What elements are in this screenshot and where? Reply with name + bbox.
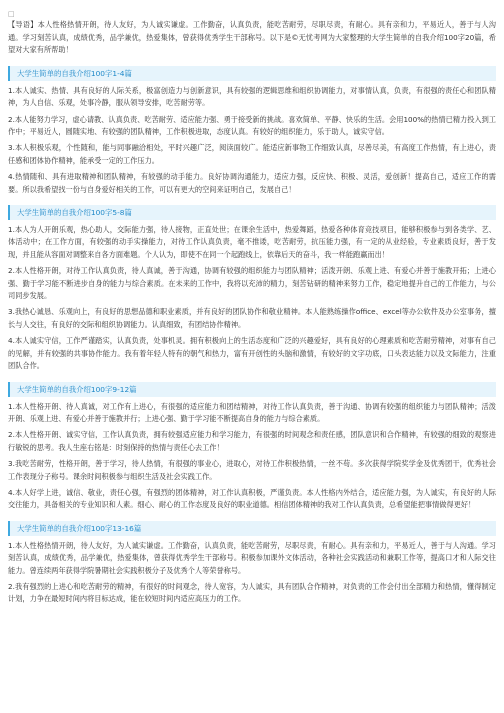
- section-1: [8, 66, 496, 196]
- document-icon: □: [8, 10, 15, 18]
- paragraph: 3.我热心诚恳、乐观向上，有良好的思想品德和职业素质，并有良好的团队协作和敬业精神。本人能熟练操作office、excel等办公软件及办公室事务，擅长与人交往，有良好的交际和组织协调能力。认真细致，有团结协作精神。: [8, 307, 496, 329]
- paragraph: 4.本人诚实守信，工作严谨踏实，认真负责，处事机灵。拥有积极向上的生活态度和广泛的兴趣爱好，具有良好的心理素质和吃苦耐劳精神，对事有自己的见解，并有较强的共事协作能力。我有着年轻人特有的朝气和热力，富有开创性的头脑和激情，有较好的文字功底，口头表达能力以及文际能力，注重团队合作。: [8, 336, 496, 371]
- paragraph: 1.本人性格热情开朗，待人友好，为人诚实谦虚。工作勤奋，认真负责，能吃苦耐劳，尽职尽责，有耐心。具有亲和力，平易近人，善于与人沟通。学习刻苦认真，成绩优秀，品学兼优，热爱集体，曾获得优秀学生干部称号。积极参加课外文体活动，各种社会实践活动和兼职工作等，提高口才和人际交往能力。曾连续两年获得学院暑期社会实践积极分子及优秀个人等荣誉称号。: [8, 540, 496, 575]
- paragraph: 1.本人为人开朗乐观，热心助人，交际能力强，待人接物，正直处世；在课余生活中，热爱舞蹈，热爱各种体育竞技项目，能够积极参与到各类学、艺、体活动中；在工作方面，有较强的动手实操能力，对待工作认真负责，毫不推诿，吃苦耐劳，抗压能力强，有一定的从业经验，专业素质良好，善于发现，并且能从容面对调整来自各方面难题。个人认为，即使不在同一个起跑线上，依靠后天的奋斗，我一样能跑赢而出！: [8, 225, 496, 259]
- paragraph: 1.本人诚实、热情、具有良好的人际关系，极富创造力与创新意识，具有较强的逻辑思维和组织协调能力，对事情认真，负责，有很强的责任心和团队精神，为人自信、乐观，处事冷静，服从领导安排，吃苦耐劳等。: [8, 85, 496, 108]
- section-heading: 大学生简单的自我介绍100字13-16篇: [8, 521, 496, 536]
- intro-paragraph: 【导语】本人性格热情开朗，待人友好，为人诚实谦虚。工作勤奋，认真负责，能吃苦耐劳，尽职尽责，有耐心。具有亲和力，平易近人，善于与人沟通。学习刻苦认真，成绩优秀，品学兼优，热爱集体，曾获得优秀学生干部称号。以下是©无忧考网为大家整理的大学生简单的自我介绍100字20篇，希望对大家有所帮助！: [8, 20, 496, 55]
- paragraph: 2.本人性格开朗，对待工作认真负责，待人真诚，善于沟通，协调有较强的组织能力与团队精神；活泼开朗、乐观上进、有爱心并善于施教开拓；上进心强、勤于学习能不断进步自身的能力与综合素质。在未来的工作中，我将以充沛的精力，刻苦钻研的精神来努力工作，稳定地提升自己的工作能力，与公司同步发展。: [8, 266, 496, 301]
- paragraph: 2.本人能努力学习，虚心请教、认真负责、吃苦耐劳、适应能力强、勇于接受新的挑战。喜欢简单、平静、快乐的生活。会用100%的热情已精力投入到工作中；平易近人，圆随实地、有较强的团队精神，工作积极进取，态度认真。有较好的组织能力，乐于助人，诚实守信。: [8, 114, 496, 136]
- paragraph: 2.本人性格开朗、诚实守信，工作认真负责，拥有较强适应能力和学习能力，有很强的时间观念和责任感，团队意识和合作精神，有较强的细致的观察进行敏锐的思考。我人生座右铭是：时刻保持的热情与责任心去工作！: [8, 430, 496, 452]
- section-heading: 大学生简单的自我介绍100字1-4篇: [8, 66, 496, 81]
- section-heading: 大学生简单的自我介绍100字9-12篇: [8, 382, 496, 397]
- section-2: [8, 205, 496, 372]
- paragraph: 3.本人积极乐观，个性随和，能与同事融洽相处，平时兴趣广泛，阅读面较广。能适应新事物工作细致认真，尽善尽美，有高度工作热情，有上进心，责任感和团体协作精神，能承受一定的工作压力。: [8, 143, 496, 165]
- paragraph: 3.我吃苦耐劳，性格开朗，善于学习，待人热情，有很强的事业心，进取心，对待工作积极热情，一丝不苟。多次获得学院奖学金及优秀团干，优秀社会工作表现分子称号。课余时间积极参与组织生活及社会实践工作。: [8, 459, 496, 481]
- section-4: [8, 521, 496, 606]
- paragraph: 2.我有强烈的上进心和吃苦耐劳的精神，有很好的时间观念，待人宽容，为人诚实，具有团队合作精神，对负责的工作会付出全部精力和热情，懂得制定计划，力争在最短时间内将目标达成，能在较短时间内适应高压力的工作。: [8, 581, 496, 604]
- paragraph: 4.热情随和、具有进取精神和团队精神，有较强的动手能力。良好协调沟通能力，适应力强，反应快、积极、灵活，爱创新！提高自己，适应工作的需要。所以我希望找一份与自身爱好相关的工作，可以有更大的空间来证明自己，发展自己！: [8, 172, 496, 194]
- paragraph: 4.本人好学上进，诚信、敬业，责任心强，有强烈的团体精神，对工作认真积极，严谨负责。本人性格内外结合，适应能力强，为人诚实，有良好的人际交往能力，具备相关的专业知识和人素。细心、耐心的工作态度及良好的职业道德。相信团体精神的我对工作认真负责，总希望能把事情做得更好！: [8, 487, 496, 510]
- section-heading: 大学生简单的自我介绍100字5-8篇: [8, 205, 496, 220]
- section-3: [8, 382, 496, 512]
- paragraph: 1.本人性格开朗、待人真诚，对工作有上进心，有很强的适应能力和团结精神，对待工作认真负责，善于沟通、协调有较强的组织能力与团队精神；活泼开朗、乐观上进、有爱心并善于施教并行；上进心强、勤于学习能不断提高自身的能力与综合素质。: [8, 401, 496, 423]
